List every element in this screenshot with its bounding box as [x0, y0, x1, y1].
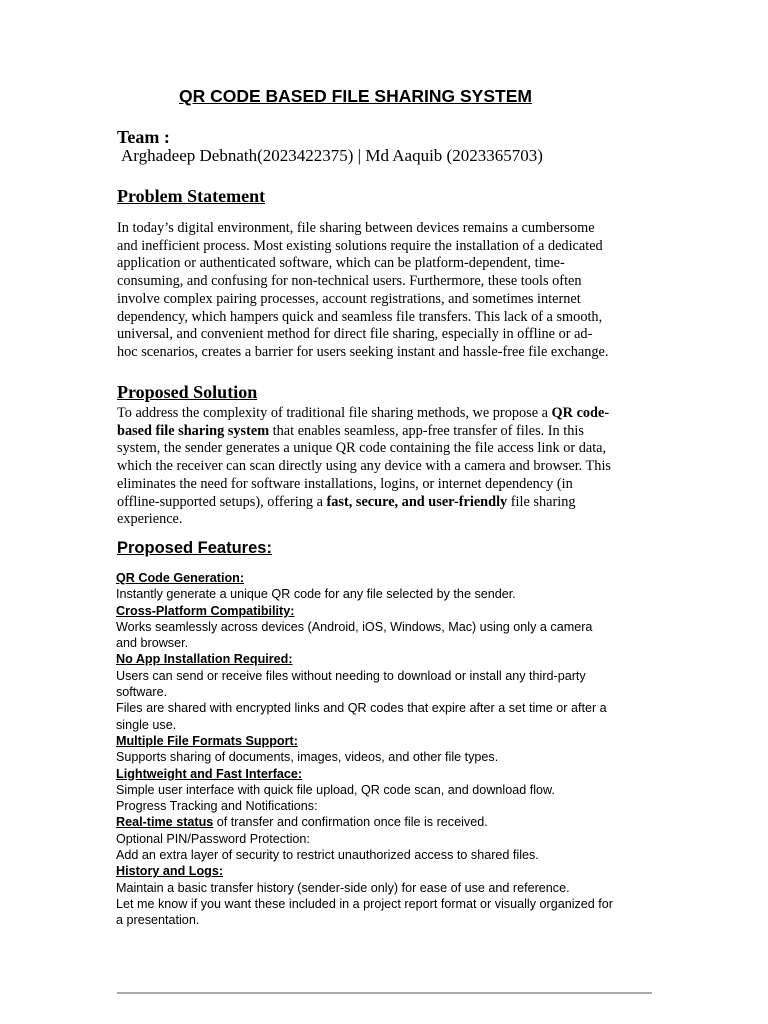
feature-text: Simple user interface with quick file upload, QR code scan, and download flow. [116, 782, 555, 797]
feature-text: Add an extra layer of security to restrict unauthorized access to shared files. [116, 848, 539, 863]
feature-heading: No App Installation Required: [116, 652, 293, 667]
document-title: QR CODE BASED FILE SHARING SYSTEM [179, 86, 532, 106]
features-list [116, 570, 661, 929]
solution-text: offline-supported setups), offering a [117, 493, 327, 510]
solution-line: which the receiver can scan directly using any device with a camera and browser. This [117, 458, 611, 475]
feature-heading: Multiple File Formats Support: [116, 733, 298, 748]
feature-text: Supports sharing of documents, images, videos, and other file types. [116, 750, 499, 765]
feature-text: Progress Tracking and Notifications: [116, 799, 318, 814]
feature-heading: Cross-Platform Compatibility: [116, 603, 295, 618]
solution-bold-text: fast, secure, and user-friendly [326, 493, 508, 510]
feature-line-realtime [116, 814, 661, 830]
solution-line [117, 494, 657, 512]
solution-text: To address the complexity of traditional file sharing methods, we propose a [117, 405, 552, 421]
problem-statement-paragraph [117, 220, 657, 362]
problem-line: consuming, and confusing for non-technical users. Furthermore, these tools often [117, 273, 582, 290]
solution-line [117, 405, 657, 423]
feature-text: and browser. [116, 636, 189, 651]
solution-text: that enables seamless, app-free transfer of files. In this [269, 422, 584, 439]
solution-line: system, the sender generates a unique QR code containing the file access link or data, [117, 440, 607, 457]
feature-text: single use. [116, 717, 177, 732]
feature-text: Instantly generate a unique QR code for any file selected by the sender. [116, 587, 516, 602]
feature-text: Works seamlessly across devices (Android, iOS, Windows, Mac) using only a camera [116, 619, 593, 634]
feature-heading: QR Code Generation: [116, 571, 245, 585]
team-members: Arghadeep Debnath(2023422375) | Md Aaquib (2023365703) [121, 146, 543, 165]
feature-heading: Lightweight and Fast Interface: [116, 766, 303, 781]
problem-line: dependency, which hampers quick and seamless file transfers. This lack of a smooth, [117, 308, 603, 325]
problem-line: application or authenticated software, which can be platform-dependent, time- [117, 255, 565, 272]
problem-line: universal, and convenient method for direct file sharing, especially in offline or ad- [117, 326, 593, 343]
problem-line: hoc scenarios, creates a barrier for users seeking instant and hassle-free file exchange. [117, 343, 609, 360]
feature-text: Let me know if you want these included in a project report format or visually organized for [116, 896, 614, 911]
proposed-solution-paragraph [117, 405, 657, 529]
feature-text: Maintain a basic transfer history (sender-side only) for ease of use and reference. [116, 880, 570, 895]
problem-line: involve complex pairing processes, account registrations, and sometimes internet [117, 290, 581, 307]
feature-text: software. [116, 685, 168, 700]
solution-line [117, 423, 657, 441]
proposed-features-heading: Proposed Features: [117, 539, 272, 557]
team-label: Team : [117, 127, 170, 147]
solution-text: file sharing [507, 493, 576, 510]
feature-text: a presentation. [116, 913, 200, 928]
proposed-solution-heading: Proposed Solution [117, 382, 258, 402]
bottom-divider [117, 992, 652, 994]
problem-statement-heading: Problem Statement [117, 186, 266, 206]
feature-text: Users can send or receive files without needing to download or install any third-party [116, 668, 586, 683]
feature-heading: History and Logs: [116, 864, 224, 879]
feature-text: Optional PIN/Password Protection: [116, 831, 310, 846]
feature-text: of transfer and confirmation once file is received. [213, 815, 488, 830]
solution-line: experience. [117, 511, 183, 528]
feature-heading: Real-time status [116, 815, 214, 830]
solution-bold-text: based file sharing system [117, 422, 270, 439]
feature-text: Files are shared with encrypted links and QR codes that expire after a set time or after a [116, 701, 607, 716]
problem-line: In today’s digital environment, file sharing between devices remains a cumbersome [117, 220, 595, 236]
solution-bold-text: QR code- [551, 405, 610, 421]
problem-line: and inefficient process. Most existing solutions require the installation of a dedicated [117, 237, 603, 254]
solution-line: eliminates the need for software installations, logins, or internet dependency (in [117, 475, 573, 492]
